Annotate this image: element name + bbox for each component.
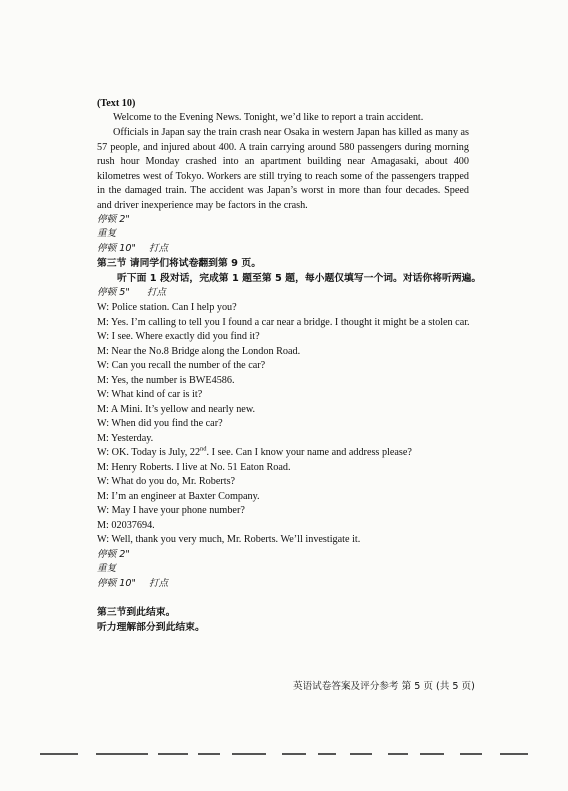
text10-paragraph-text: Officials in Japan say the train crash near Osaka in western Japan has killed as many as 57 people, and injured about 400. A train carrying around 580 passengers during morning rush hour Monday crashed into an apartment building near Amagasaki, about 400 kilometres west of Tokyo. Workers are still trying to reach some of the passengers trapped in the damaged train. The accident was Japan’s worst in more than four decades. Speed and driver inexperience may be factors in the crash.	[97, 127, 469, 211]
tap-2: 打点	[146, 287, 167, 298]
dialogue-line: W: When did you find the car?	[97, 418, 223, 429]
text10-heading: (Text 10)	[97, 98, 136, 109]
dialogue-date-after: . I see. Can I know your name and address please?	[206, 447, 412, 458]
section-end: 第三节到此结束。	[97, 607, 176, 618]
dialogue-line: W: Police station. Can I help you?	[97, 302, 237, 313]
scan-dash	[158, 753, 188, 755]
scan-dash	[232, 753, 266, 755]
scan-dash	[96, 753, 148, 755]
scan-dash	[318, 753, 336, 755]
dialogue-line: W: What do you do, Mr. Roberts?	[97, 476, 236, 487]
dialogue-line: W: I see. Where exactly did you find it?	[97, 331, 260, 342]
dialogue-line-date	[97, 446, 412, 461]
dialogue-line: M: I’m an engineer at Baxter Company.	[97, 491, 260, 502]
pause-2s-1: 停顿 2"	[97, 214, 130, 225]
pause-10s-2-label: 停顿 10"	[97, 578, 136, 589]
scan-dash	[460, 753, 482, 755]
scan-dash	[420, 753, 444, 755]
pause-10s-2	[97, 577, 168, 592]
tap-1: 打点	[148, 243, 169, 254]
listening-end: 听力理解部分到此结束。	[97, 622, 205, 633]
scan-dash	[198, 753, 220, 755]
dialogue-line: M: A Mini. It’s yellow and nearly new.	[97, 404, 256, 415]
dialogue-line: M: Henry Roberts. I live at No. 51 Eaton Road.	[97, 462, 291, 473]
scan-dash	[388, 753, 408, 755]
text10-paragraph	[97, 126, 469, 214]
repeat-1: 重复	[97, 228, 117, 239]
pause-5s	[97, 286, 166, 301]
scan-dash	[40, 753, 78, 755]
scan-dash	[350, 753, 372, 755]
pause-5s-label: 停顿 5"	[97, 287, 130, 298]
section3-instruction: 听下面 1 段对话，完成第 1 题至第 5 题，每小题仅填写一个词。对话你将听两遍。	[117, 273, 482, 284]
pause-2s-2: 停顿 2"	[97, 549, 130, 560]
scan-dash	[282, 753, 306, 755]
pause-10s-1-label: 停顿 10"	[97, 243, 136, 254]
dialogue-line: M: Yes. I’m calling to tell you I found a car near a bridge. I thought it might be a stolen car.	[97, 317, 470, 328]
dialogue-line: W: Well, thank you very much, Mr. Roberts. We’ll investigate it.	[97, 534, 361, 545]
dialogue-line: W: Can you recall the number of the car?	[97, 360, 266, 371]
dialogue-line: M: 02037694.	[97, 520, 155, 531]
page-footer: 英语试卷答案及评分参考 第 5 页 (共 5 页)	[293, 681, 475, 692]
dialogue-line: M: Near the No.8 Bridge along the London Road.	[97, 346, 301, 357]
scan-dash	[500, 753, 528, 755]
dialogue-line: M: Yes, the number is BWE4586.	[97, 375, 235, 386]
dialogue-date-before: W: OK. Today is July, 22	[97, 447, 201, 458]
dialogue-line: W: May I have your phone number?	[97, 505, 245, 516]
dialogue-date-sup: nd	[200, 445, 207, 453]
dialogue-line: W: What kind of car is it?	[97, 389, 203, 400]
section3-title: 第三节 请同学们将试卷翻到第 9 页。	[97, 258, 262, 269]
dialogue-line: M: Yesterday.	[97, 433, 154, 444]
tap-3: 打点	[148, 578, 169, 589]
repeat-2: 重复	[97, 563, 117, 574]
text10-intro: Welcome to the Evening News. Tonight, we’d like to report a train accident.	[113, 112, 424, 123]
pause-10s-1	[97, 242, 168, 257]
